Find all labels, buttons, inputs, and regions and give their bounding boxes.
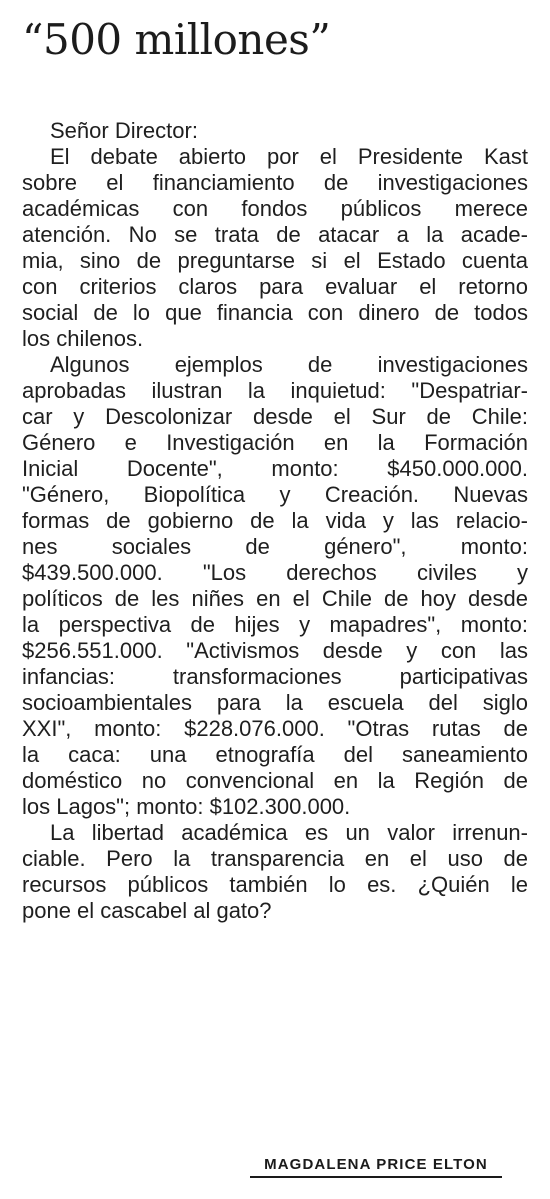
paragraph-2-line: formas de gobierno de la vida y las relacio- — [22, 508, 528, 533]
paragraph-1-line: social de lo que financia con dinero de todos — [22, 300, 528, 325]
paragraph-2-line: Inicial Docente", monto: $450.000.000. — [22, 456, 528, 481]
paragraph-1-line: académicas con fondos públicos merece — [22, 196, 528, 221]
paragraph-2-line: nes sociales de género", monto: — [22, 534, 528, 559]
author-signature: MAGDALENA PRICE ELTON — [250, 1156, 502, 1178]
paragraph-2-line: Género e Investigación en la Formación — [22, 430, 528, 455]
paragraph-2-line: la caca: una etnografía del saneamiento — [22, 742, 528, 767]
paragraph-3-line: pone el cascabel al gato? — [22, 898, 272, 923]
letter-body — [22, 118, 528, 924]
paragraph-3-line: recursos públicos también lo es. ¿Quién le — [22, 872, 528, 897]
paragraph-2-line: "Género, Biopolítica y Creación. Nuevas — [22, 482, 528, 507]
paragraph-2-line: $256.551.000. "Activismos desde y con las — [22, 638, 528, 663]
paragraph-2-line: car y Descolonizar desde el Sur de Chile: — [22, 404, 528, 429]
paragraph-2-line: la perspectiva de hijes y mapadres", monto: — [22, 612, 528, 637]
paragraph-2-line: aprobadas ilustran la inquietud: "Despatriar- — [22, 378, 528, 403]
paragraph-2-line: los Lagos"; monto: $102.300.000. — [22, 794, 351, 819]
paragraph-1-line: sobre el financiamiento de investigaciones — [22, 170, 528, 195]
paragraph-2-line: $439.500.000. "Los derechos civiles y — [22, 560, 528, 585]
paragraph-2-line: infancias: transformaciones participativas — [22, 664, 528, 689]
paragraph-2-line: políticos de les niñes en el Chile de hoy desde — [22, 586, 528, 611]
paragraph-3-line: La libertad académica es un valor irrenun- — [50, 820, 528, 845]
paragraph-1-line: los chilenos. — [22, 326, 144, 351]
paragraph-2-line: Algunos ejemplos de investigaciones — [50, 352, 528, 377]
paragraph-2-line: XXI", monto: $228.076.000. "Otras rutas de — [22, 716, 528, 741]
paragraph-1-line: con criterios claros para evaluar el retorno — [22, 274, 528, 299]
paragraph-1-line: atención. No se trata de atacar a la acade- — [22, 222, 528, 247]
paragraph-1-line: mia, sino de preguntarse si el Estado cuenta — [22, 248, 528, 273]
paragraph-1-line: El debate abierto por el Presidente Kast — [50, 144, 528, 169]
paragraph-2-line: socioambientales para la escuela del siglo — [22, 690, 528, 715]
paragraph-2-line: doméstico no convencional en la Región de — [22, 768, 528, 793]
salutation: Señor Director: — [50, 118, 198, 143]
headline: “500 millones” — [22, 15, 331, 64]
paragraph-3-line: ciable. Pero la transparencia en el uso de — [22, 846, 528, 871]
